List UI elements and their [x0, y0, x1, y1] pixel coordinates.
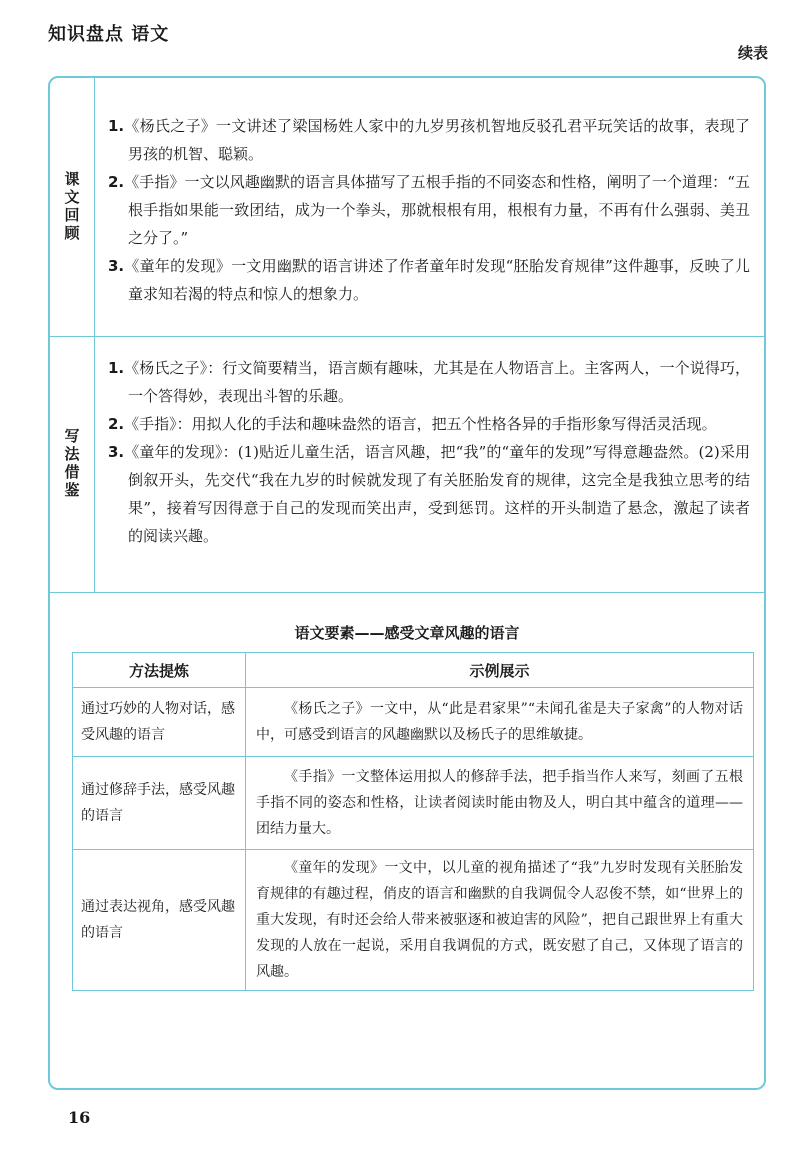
- example-cell: 《杨氏之子》一文中，从“此是君家果”“未闻孔雀是夫子家禽”的人物对话中，可感受到语言的风趣幽默以及杨氏子的思维敏捷。: [246, 688, 754, 757]
- list-item: 3.《童年的发现》：(1)贴近儿童生活，语言风趣，把“我”的“童年的发现”写得意趣盎然。(2)采用倒叙开头，先交代“我在九岁的时候就发现了有关胚胎发育的规律，这完全是我独立思考的结果”，接着写因得意于自己的发现而笑出声，受到惩罚。这样的开头制造了悬念，激起了读者的阅读兴趣。: [108, 443, 750, 545]
- lesson-review-label: 课文回顾: [50, 78, 95, 336]
- writing-reference-label: 写法借鉴: [50, 336, 95, 592]
- method-cell: 通过修辞手法，感受风趣的语言: [73, 757, 246, 850]
- list-item: 1.《杨氏之子》：行文简要精当，语言颇有趣味，尤其是在人物语言上。主客两人，一个说得巧，一个答得妙，表现出斗智的乐趣。: [108, 359, 750, 405]
- lesson-review-list: [108, 112, 750, 308]
- method-cell: 通过巧妙的人物对话，感受风趣的语言: [73, 688, 246, 757]
- method-example-table: [72, 652, 754, 991]
- list-item: 2.《手指》一文以风趣幽默的语言具体描写了五根手指的不同姿态和性格，阐明了一个道理：“五根手指如果能一致团结，成为一个拳头，那就根根有用，根根有力量，不再有什么强弱、美丑之分了。”: [108, 173, 750, 247]
- lesson-review-section: [50, 78, 764, 337]
- writing-reference-list: [108, 354, 750, 550]
- method-cell: 通过表达视角，感受风趣的语言: [73, 850, 246, 991]
- example-cell: 《手指》一文整体运用拟人的修辞手法，把手指当作人来写，刻画了五根手指不同的姿态和性格，让读者阅读时能由物及人，明白其中蕴含的道理——团结力量大。: [246, 757, 754, 850]
- writing-reference-section: [50, 336, 764, 593]
- content-card: [48, 76, 766, 1090]
- table-row: [73, 757, 754, 850]
- page-header-title: 知识盘点 语文: [48, 24, 170, 45]
- language-element-title: 语文要素——感受文章风趣的语言: [294, 624, 520, 642]
- example-cell: 《童年的发现》一文中，以儿童的视角描述了“我”九岁时发现有关胚胎发育规律的有趣过程，俏皮的语言和幽默的自我调侃令人忍俊不禁，如“世界上的重大发现，有时还会给人带来被驱逐和被迫害的风险”，把自己跟世界上有重大发现的人放在一起说，采用自我调侃的方式，既安慰了自己，又体现了语言的风趣。: [246, 850, 754, 991]
- list-item: 1.《杨氏之子》一文讲述了梁国杨姓人家中的九岁男孩机智地反驳孔君平玩笑话的故事，表现了男孩的机智、聪颖。: [108, 117, 750, 163]
- list-item: 2.《手指》：用拟人化的手法和趣味盎然的语言，把五个性格各异的手指形象写得活灵活现。: [108, 415, 717, 433]
- column-header-method: 方法提炼: [73, 653, 246, 688]
- page-number: 16: [68, 1108, 91, 1127]
- table-header-row: [73, 653, 754, 688]
- table-row: [73, 850, 754, 991]
- column-header-example: 示例展示: [246, 653, 754, 688]
- continued-label: 续表: [737, 44, 768, 62]
- list-item: 3.《童年的发现》一文用幽默的语言讲述了作者童年时发现“胚胎发育规律”这件趣事，反映了儿童求知若渴的特点和惊人的想象力。: [108, 257, 750, 303]
- table-row: [73, 688, 754, 757]
